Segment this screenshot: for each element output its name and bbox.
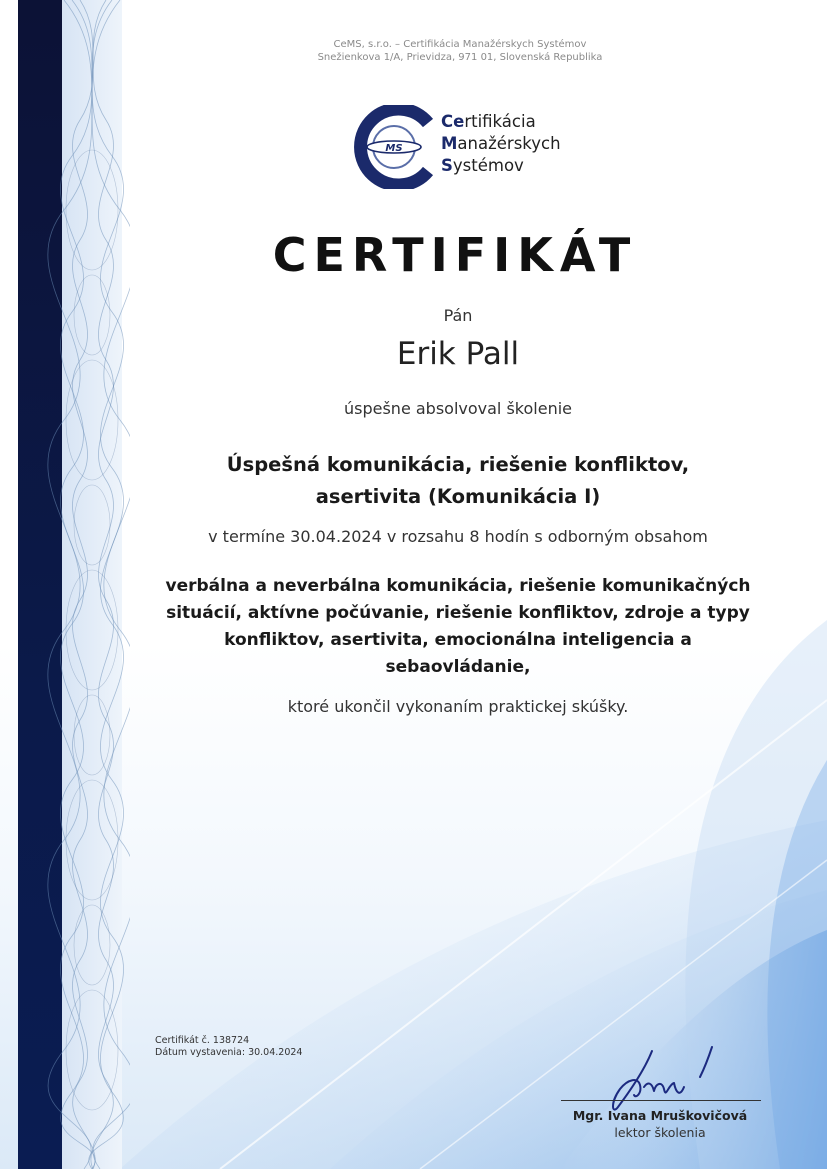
emblem-text: MS	[385, 143, 403, 154]
logo-word3-rest: ystémov	[452, 156, 524, 175]
person-name: Erik Pall	[396, 336, 520, 372]
logo-word3-initial: S	[441, 156, 453, 175]
completed-text: úspešne absolvoval školenie	[343, 399, 572, 418]
signer-role: lektor školenia	[614, 1125, 706, 1140]
cems-c-emblem-icon	[352, 105, 438, 189]
content-line: sebaovládanie,	[385, 657, 531, 677]
course-title	[130, 449, 786, 513]
logo-word2-rest: anažérskych	[457, 134, 561, 153]
course-content	[130, 573, 786, 681]
issue-date: Dátum vystavenia: 30.04.2024	[155, 1047, 303, 1058]
certificate-info	[155, 1035, 302, 1059]
term-text: v termíne 30.04.2024 v rozsahu 8 hodín s odborným obsahom	[208, 527, 708, 546]
content-line: konfliktov, asertivita, emocionálna inteligencia a	[224, 630, 692, 650]
certificate-number: Certifikát č. 138724	[155, 1035, 250, 1046]
certificate-title: CERTIFIKÁT	[272, 228, 638, 282]
company-logo	[352, 105, 592, 190]
signature-line	[561, 1100, 761, 1101]
course-line: Úspešná komunikácia, riešenie konfliktov,	[226, 453, 690, 476]
signer-name: Mgr. Ivana Mruškovičová	[572, 1108, 748, 1123]
guilloche-border-icon	[0, 0, 130, 1169]
company-address: Snežienkova 1/A, Prievidza, 971 01, Slovenská Republika	[317, 52, 603, 63]
logo-wordmark	[441, 111, 561, 177]
content-line: verbálna a neverbálna komunikácia, riešenie komunikačných	[165, 576, 751, 596]
salutation: Pán	[443, 306, 473, 325]
closing-text: ktoré ukončil vykonaním praktickej skúšky.	[287, 697, 629, 716]
logo-word1-initial: Ce	[441, 112, 465, 131]
logo-word1-rest: rtifikácia	[464, 112, 536, 131]
logo-word2-initial: M	[441, 134, 458, 153]
company-line: CeMS, s.r.o. – Certifikácia Manažérskych Systémov	[333, 39, 587, 50]
course-line: asertivita (Komunikácia I)	[315, 485, 601, 508]
content-line: situácií, aktívne počúvanie, riešenie konfliktov, zdroje a typy	[166, 603, 750, 623]
